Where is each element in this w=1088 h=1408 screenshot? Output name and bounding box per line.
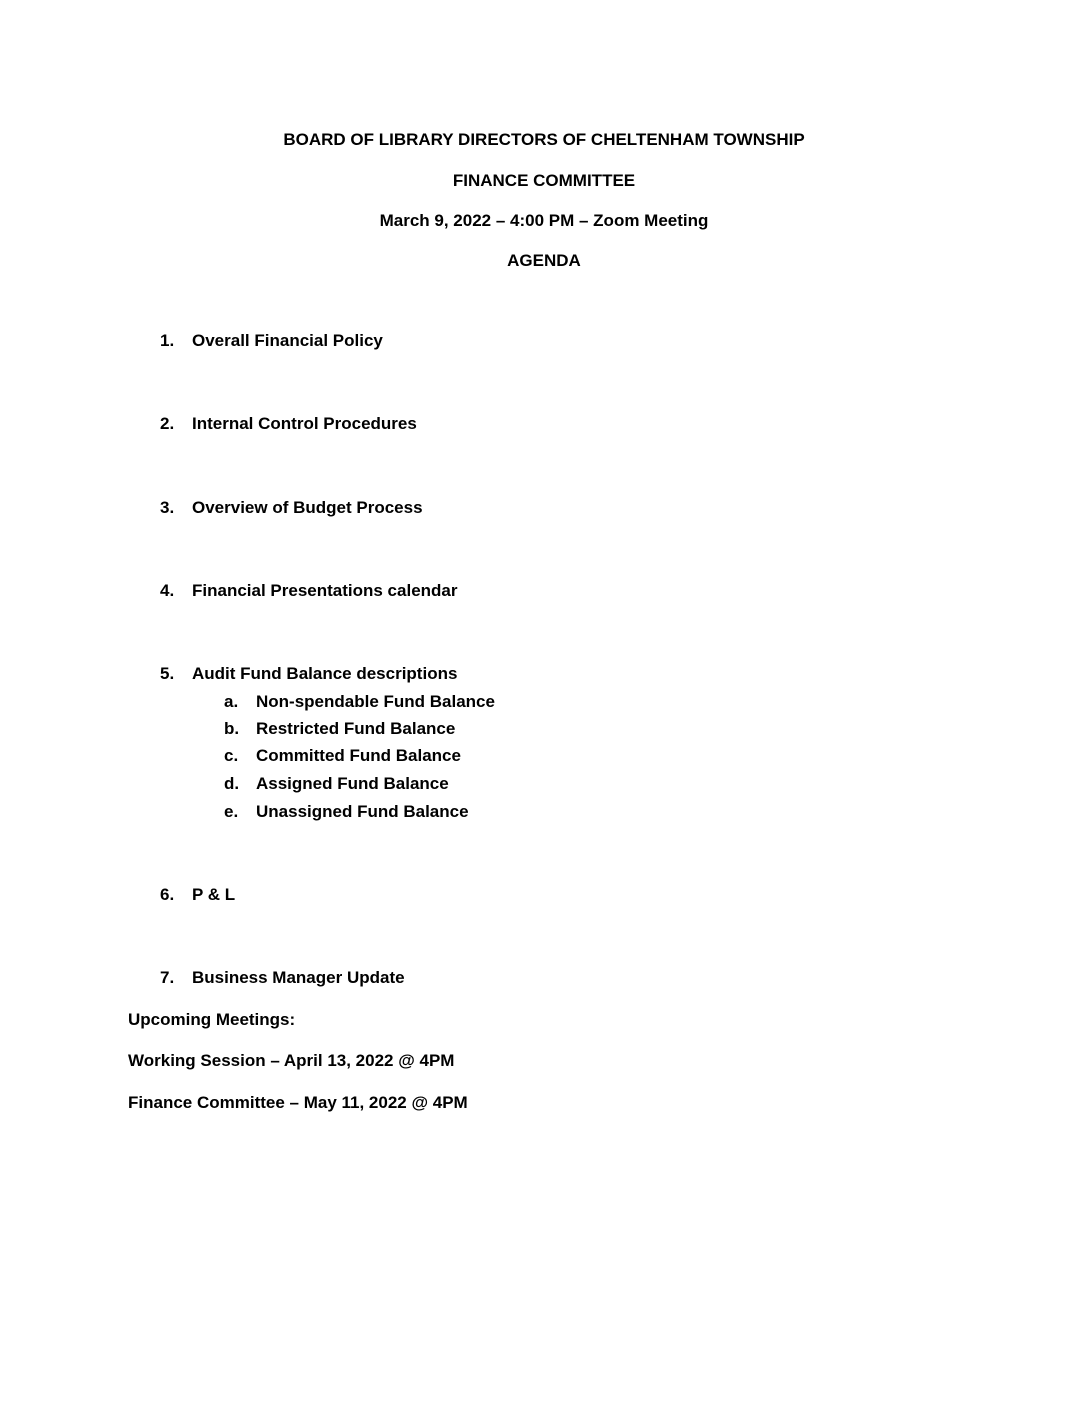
agenda-item-3 [160,498,423,518]
agenda-item-text: Audit Fund Balance descriptions [192,664,458,683]
subitem-text: Restricted Fund Balance [256,719,456,738]
agenda-item-number: 3. [160,498,175,517]
agenda-item-number: 5. [160,664,175,683]
board-title: BOARD OF LIBRARY DIRECTORS OF CHELTENHAM TOWNSHIP [283,130,805,149]
agenda-heading: AGENDA [507,251,581,270]
agenda-subitem-a [224,692,495,712]
subitem-text: Unassigned Fund Balance [256,802,469,821]
subitem-letter: d. [224,774,240,793]
agenda-item-text: Internal Control Procedures [192,414,417,433]
agenda-item-number: 7. [160,968,175,987]
committee-title: FINANCE COMMITTEE [452,171,636,190]
agenda-item-2 [160,414,417,434]
agenda-item-text: Business Manager Update [192,968,405,987]
upcoming-meetings-heading: Upcoming Meetings: [128,1010,296,1029]
agenda-subitem-e [224,802,469,822]
subitem-text: Committed Fund Balance [256,746,461,765]
subitem-letter: a. [224,692,239,711]
upcoming-meeting-working-session: Working Session – April 13, 2022 @ 4PM [128,1051,455,1070]
agenda-item-number: 2. [160,414,175,433]
agenda-item-7 [160,968,405,988]
agenda-item-text: Financial Presentations calendar [192,581,458,600]
upcoming-meeting-finance-committee: Finance Committee – May 11, 2022 @ 4PM [128,1093,468,1112]
subitem-letter: c. [224,746,239,765]
agenda-item-text: Overview of Budget Process [192,498,423,517]
subitem-letter: e. [224,802,239,821]
agenda-item-number: 6. [160,885,175,904]
subitem-letter: b. [224,719,240,738]
subitem-text: Non-spendable Fund Balance [256,692,495,711]
agenda-item-number: 4. [160,581,175,600]
meeting-datetime: March 9, 2022 – 4:00 PM – Zoom Meeting [379,211,709,230]
agenda-item-6 [160,885,235,905]
agenda-item-number: 1. [160,331,175,350]
agenda-item-5 [160,664,457,684]
subitem-text: Assigned Fund Balance [256,774,449,793]
agenda-item-1 [160,331,383,351]
agenda-item-text: P & L [192,885,236,904]
agenda-subitem-b [224,719,455,739]
agenda-subitem-d [224,774,449,794]
agenda-item-4 [160,581,457,601]
agenda-subitem-c [224,746,461,766]
agenda-item-text: Overall Financial Policy [192,331,383,350]
